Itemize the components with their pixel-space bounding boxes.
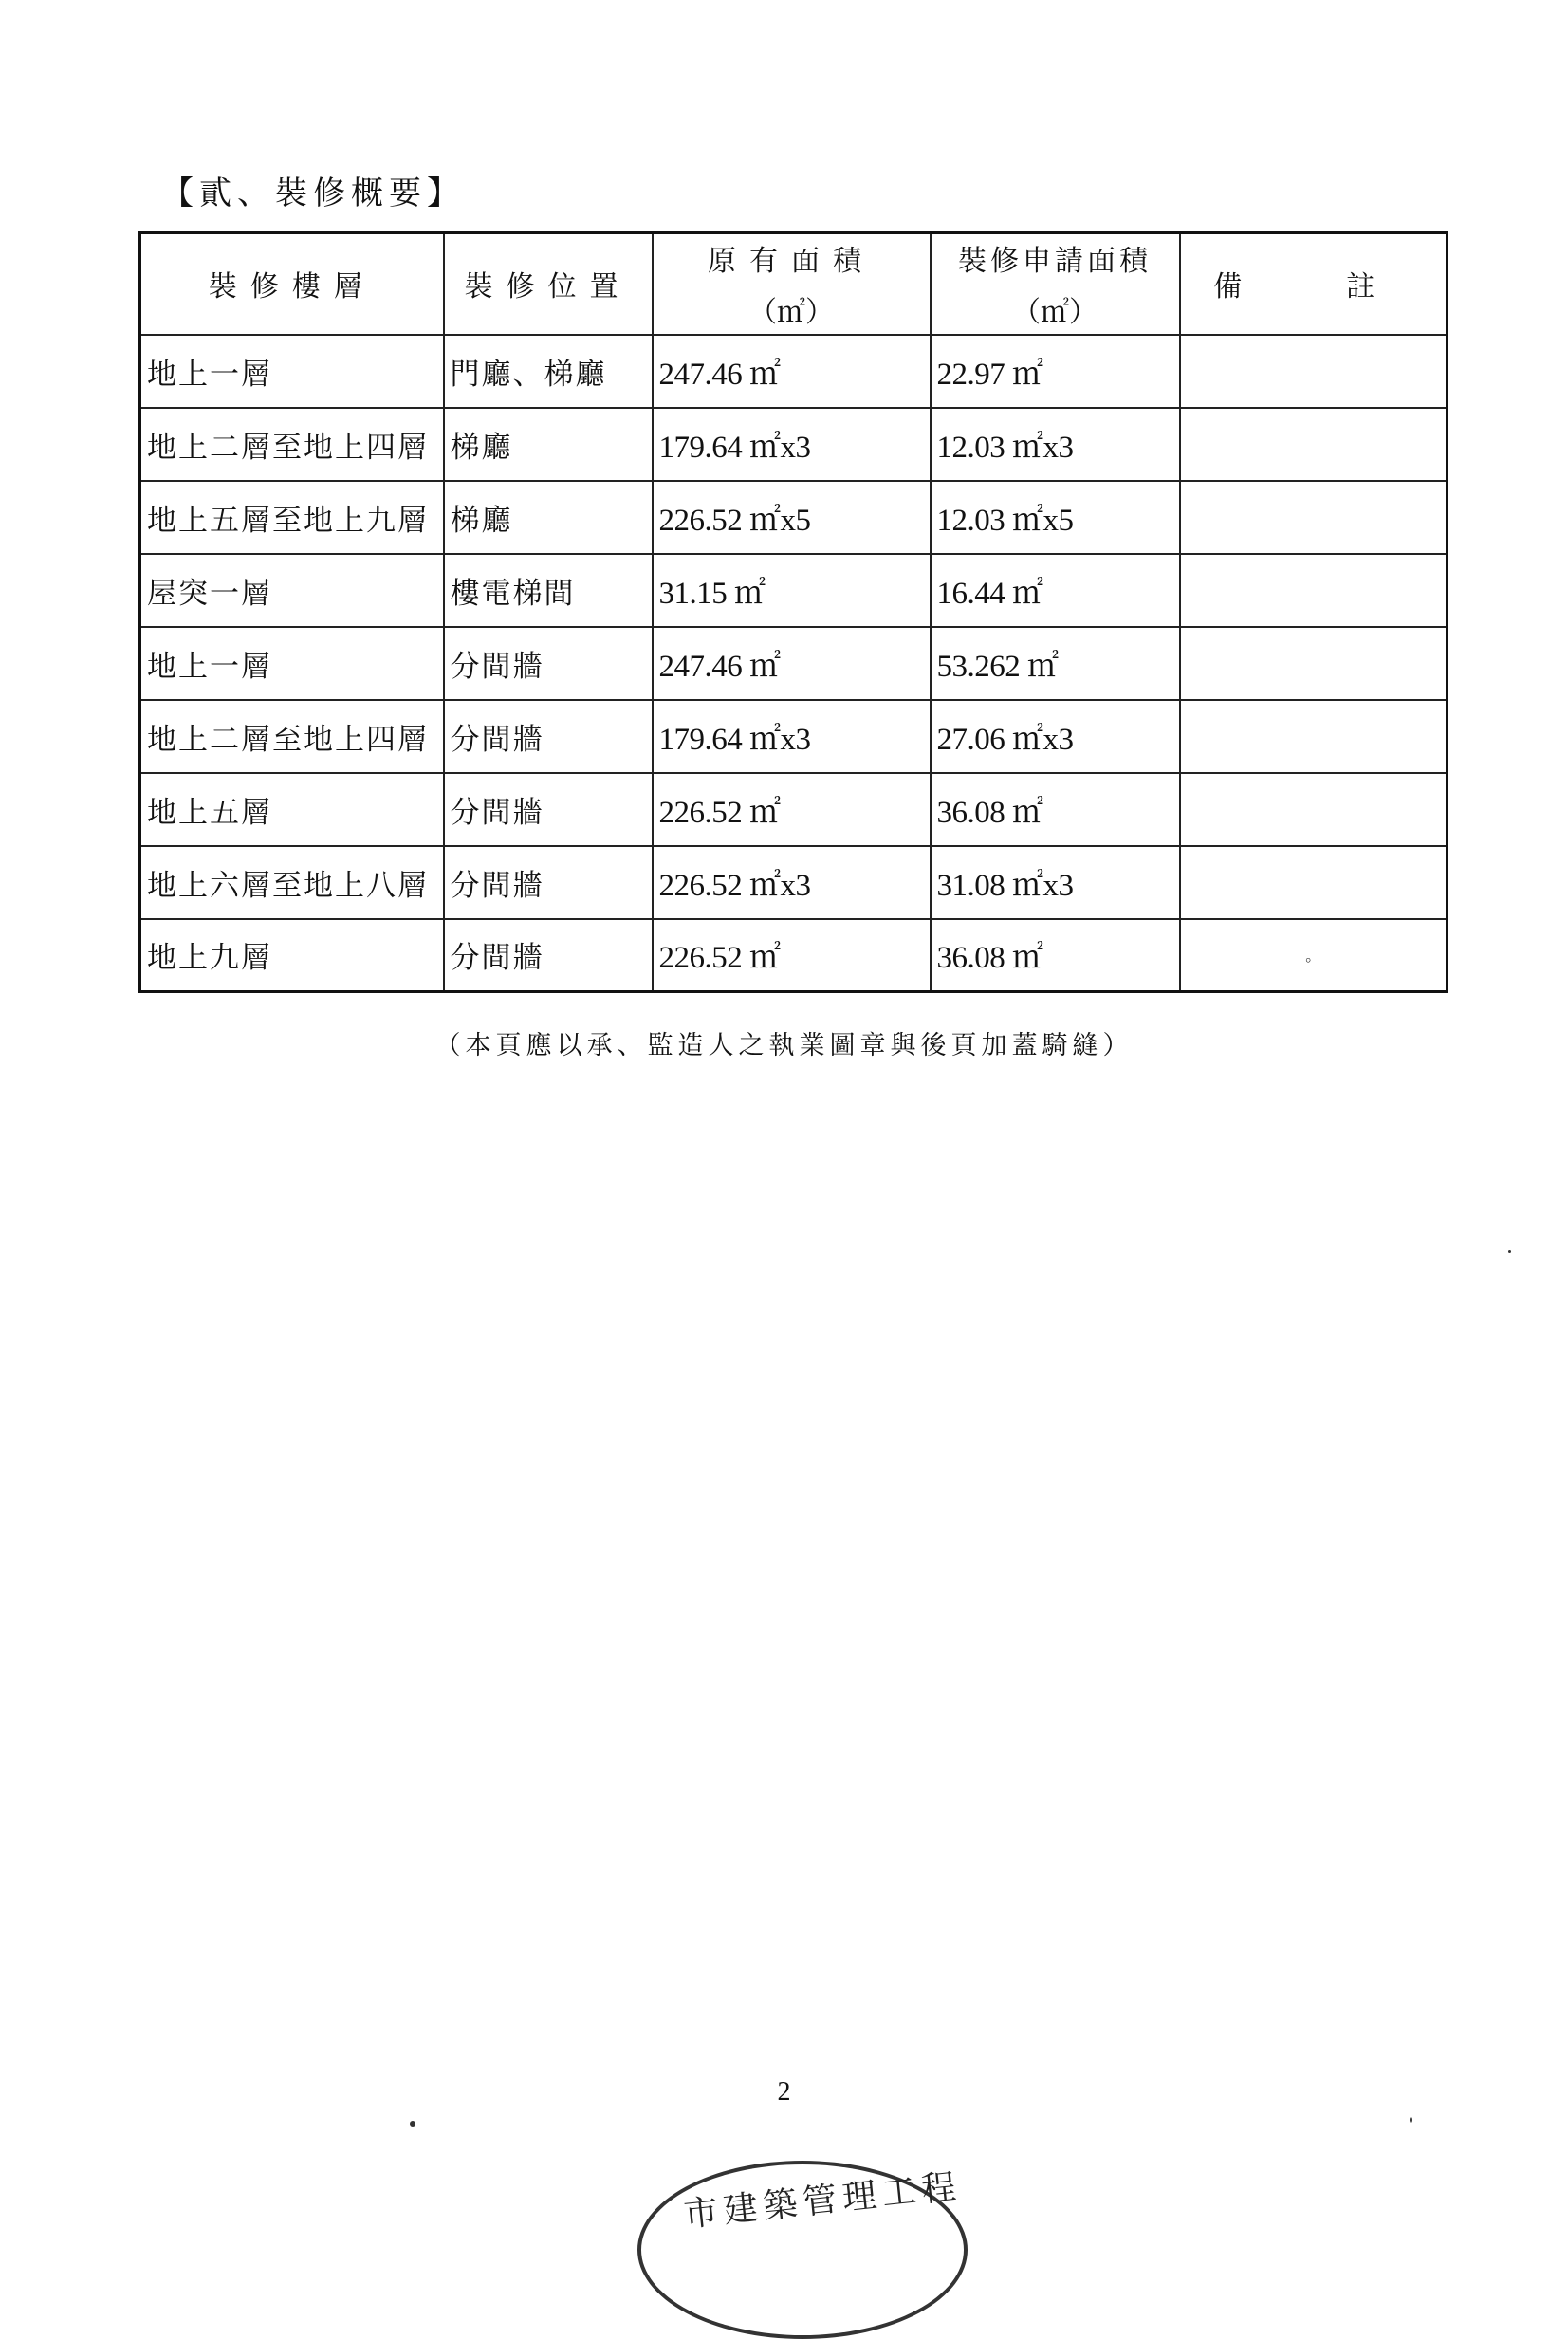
- table-row: [140, 481, 1448, 554]
- position-cell: 梯廳: [444, 408, 653, 481]
- original-area-cell: 226.52 ㎡x5: [653, 481, 931, 554]
- table-row: [140, 554, 1448, 627]
- floor-cell: 地上五層至地上九層: [140, 481, 444, 554]
- original-area-cell: 179.64 ㎡x3: [653, 700, 931, 773]
- floor-cell: 地上二層至地上四層: [140, 408, 444, 481]
- applied-area-cell: 12.03 ㎡x3: [931, 408, 1180, 481]
- table-row: [140, 335, 1448, 408]
- floor-cell: 地上五層: [140, 773, 444, 846]
- seal-note: （本頁應以承、監造人之執業圖章與後頁加蓋騎縫）: [434, 1031, 1134, 1060]
- remarks-cell: [1180, 408, 1448, 481]
- original-area-cell: 179.64 ㎡x3: [653, 408, 931, 481]
- header-remarks: 備 註: [1180, 233, 1448, 335]
- applied-area-cell: 12.03 ㎡x5: [931, 481, 1180, 554]
- position-cell: 分間牆: [444, 846, 653, 919]
- table-row: [140, 408, 1448, 481]
- applied-area-cell: 36.08 ㎡: [931, 919, 1180, 992]
- header-applied-area-label: 裝修申請面積: [958, 245, 1152, 279]
- applied-area-cell: 16.44 ㎡: [931, 554, 1180, 627]
- floor-cell: 屋突一層: [140, 554, 444, 627]
- position-cell: 分間牆: [444, 627, 653, 700]
- scan-speck: [1410, 2117, 1412, 2123]
- remarks-cell: [1180, 554, 1448, 627]
- position-cell: 梯廳: [444, 481, 653, 554]
- header-applied-area-unit: （㎡）: [1012, 296, 1098, 330]
- floor-cell: 地上六層至地上八層: [140, 846, 444, 919]
- table-header-row: [140, 233, 1448, 335]
- page-number: 2: [777, 2077, 791, 2107]
- original-area-cell: 247.46 ㎡: [653, 335, 931, 408]
- remarks-cell: [1180, 335, 1448, 408]
- original-area-cell: 226.52 ㎡x3: [653, 846, 931, 919]
- header-original-area-unit: （㎡）: [748, 296, 834, 330]
- remarks-cell: [1180, 481, 1448, 554]
- floor-cell: 地上九層: [140, 919, 444, 992]
- renovation-summary-table: [138, 231, 1448, 993]
- header-floor: 裝修樓層: [140, 233, 444, 335]
- position-cell: 分間牆: [444, 700, 653, 773]
- remarks-cell: [1180, 773, 1448, 846]
- applied-area-cell: 27.06 ㎡x3: [931, 700, 1180, 773]
- remarks-cell: [1180, 627, 1448, 700]
- applied-area-cell: 36.08 ㎡: [931, 773, 1180, 846]
- table-row: [140, 700, 1448, 773]
- table-row: [140, 627, 1448, 700]
- remarks-cell: [1180, 846, 1448, 919]
- original-area-cell: 226.52 ㎡: [653, 919, 931, 992]
- original-area-cell: 226.52 ㎡: [653, 773, 931, 846]
- table-row: [140, 773, 1448, 846]
- section-title: 【貳、裝修概要】: [161, 175, 465, 212]
- scan-speck: [410, 2121, 415, 2127]
- seal-text: 市建築管理工程: [681, 2166, 964, 2236]
- floor-cell: 地上二層至地上四層: [140, 700, 444, 773]
- position-cell: 分間牆: [444, 773, 653, 846]
- position-cell: 門廳、梯廳: [444, 335, 653, 408]
- header-original-area: [653, 233, 931, 335]
- header-applied-area: [931, 233, 1180, 335]
- applied-area-cell: 22.97 ㎡: [931, 335, 1180, 408]
- applied-area-cell: 31.08 ㎡x3: [931, 846, 1180, 919]
- original-area-cell: 31.15 ㎡: [653, 554, 931, 627]
- scan-speck: [1508, 1250, 1511, 1253]
- remarks-cell: 。: [1180, 919, 1448, 992]
- table-row: [140, 919, 1448, 992]
- position-cell: 樓電梯間: [444, 554, 653, 627]
- applied-area-cell: 53.262 ㎡: [931, 627, 1180, 700]
- table-row: [140, 846, 1448, 919]
- floor-cell: 地上一層: [140, 627, 444, 700]
- position-cell: 分間牆: [444, 919, 653, 992]
- header-position: 裝修位置: [444, 233, 653, 335]
- table-body: [140, 335, 1448, 992]
- header-original-area-label: 原有面積: [708, 245, 875, 279]
- original-area-cell: 247.46 ㎡: [653, 627, 931, 700]
- remarks-cell: [1180, 700, 1448, 773]
- floor-cell: 地上一層: [140, 335, 444, 408]
